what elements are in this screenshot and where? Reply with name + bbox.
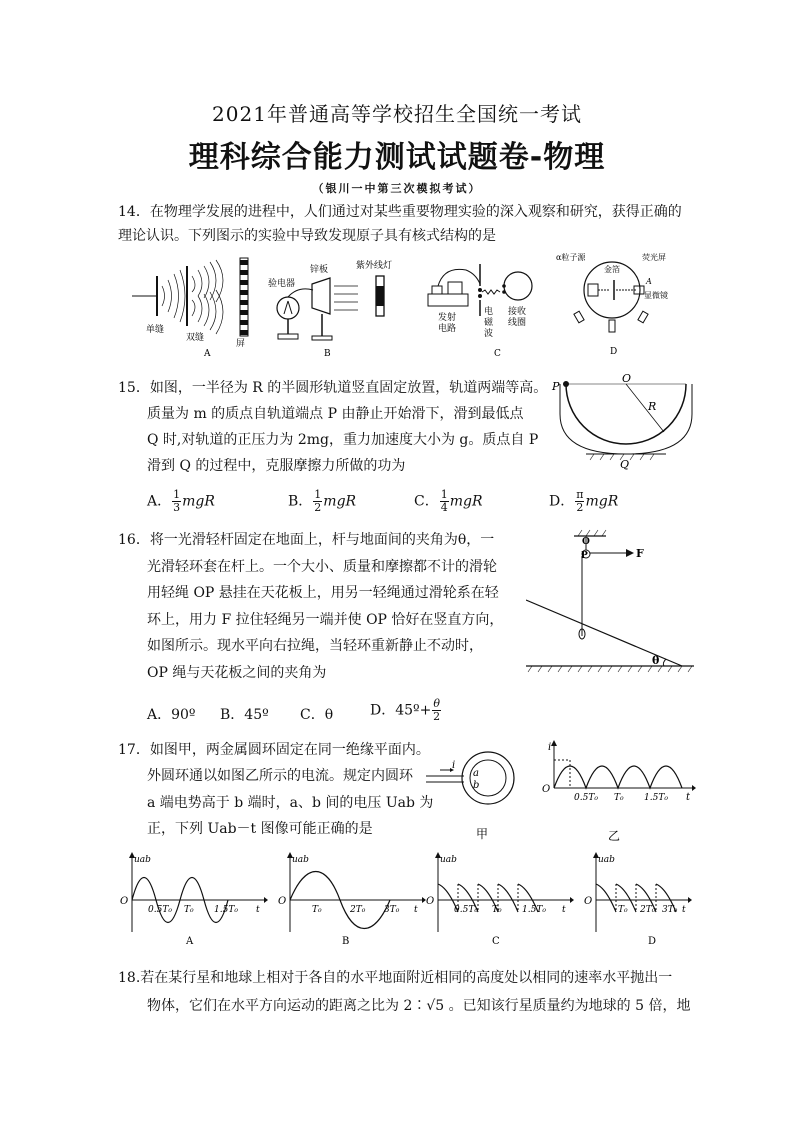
label-O: O [542,784,551,795]
graph-c-tick-2: T₀ [492,905,502,915]
label-F: F [636,547,644,560]
q14-line2: 理论认识。下列图示的实验中导致发现原子具有核式结构的是 [118,228,496,244]
graph-d-t: t [682,905,686,915]
q16-option-b[interactable]: B．45º [220,707,269,723]
q16-line4: 环上，用力 F 拉住轻绳另一端并使 OP 恰好在竖直方向， [147,612,504,628]
graph-a-ylabel: uab [134,855,151,865]
q15-option-c[interactable]: C． $\frac{1}{4}$ mgR [414,488,483,514]
label-b: b [473,780,480,791]
label-P: P [552,380,560,393]
label-electroscope: 验电器 [268,279,296,289]
label-receive2: 线圈 [508,318,527,328]
label-em1: 电 [484,307,494,317]
paper-title: 理科综合能力测试试题卷-物理 [188,140,606,175]
q17-graph-b [276,852,426,948]
q16-line1: 16．将一光滑轻杆固定在地面上，杆与地面间的夹角为θ，一 [118,532,495,548]
graph-a-t: t [256,905,260,915]
graph-d-tick-3: 3T₀ [662,905,678,915]
label-theta: θ [652,654,660,667]
q16-line3: 用轻绳 OP 悬挂在天花板上，用另一轻绳通过滑轮系在轻 [147,585,499,601]
q17-line4: 正，下列 Uab－t 图像可能正确的是 [147,821,373,837]
label-t: t [686,792,691,803]
label-R: R [648,400,657,413]
q16-figure [526,526,698,676]
q17-figure-yi [536,740,696,844]
q17-graph-c [424,852,574,948]
figure-d-letter: D [610,347,618,357]
graph-d-tick-1: T₀ [618,905,628,915]
label-transmit: 发射 [438,313,457,323]
figure-b-letter: B [324,349,331,359]
q15-line4: 滑到 Q 的过程中，克服摩擦力所做的功为 [147,458,406,474]
figure-a-letter: A [204,349,211,359]
q16-line2: 光滑轻环套在杆上。一个大小、质量和摩擦都不计的滑轮 [147,559,497,575]
label-double-slit: 双缝 [186,333,205,343]
label-screen: 屏 [236,339,246,349]
q16-option-a[interactable]: A．90º [147,707,196,723]
q17-graph-d [582,852,692,948]
graph-c-tick-1: 0.5T₀ [454,905,478,915]
label-uv-lamp: 紫外线灯 [356,261,393,271]
graph-b-letter: B [342,936,350,947]
label-zinc-plate: 锌板 [310,265,329,275]
q17-graph-a [118,852,268,948]
label-i: i [548,742,552,753]
graph-a-origin: O [120,896,129,907]
q16-option-c[interactable]: C．θ [300,707,334,723]
graph-a-tick-1: 0.5T₀ [148,905,172,915]
q17-figure-jia [426,746,526,842]
graph-c-t: t [562,905,566,915]
label-receive1: 接收 [508,307,527,317]
graph-b-tick-3: 3T₀ [384,905,400,915]
graph-c-origin: O [426,896,435,907]
tick-3: 1.5T₀ [644,793,668,803]
tick-1: 0.5T₀ [574,793,598,803]
figure-c-letter: C [494,349,501,359]
label-single-slit: 单缝 [146,325,165,335]
graph-a-tick-2: T₀ [184,905,194,915]
q14-figure-c [418,256,538,360]
label-a: a [473,768,479,779]
label-em2: 磁 [484,318,494,328]
label-gold-foil: 金箔 [604,265,620,274]
label-em3: 波 [484,329,494,339]
q15-option-b[interactable]: B． $\frac{1}{2}$ mgR [288,488,357,514]
label-alpha-source: α粒子源 [556,253,586,262]
tick-2: T₀ [614,793,624,803]
q17-line1: 17．如图甲，两金属圆环固定在同一绝缘平面内。 [118,742,430,758]
label-O: O [582,537,590,547]
graph-b-tick-2: 2T₀ [350,905,366,915]
graph-d-ylabel: uab [598,855,615,865]
label-Q: Q [620,458,630,470]
q14-figure-a [132,256,262,360]
graph-a-tick-3: 1.5T₀ [214,905,238,915]
graph-d-origin: O [584,896,593,907]
label-O: O [622,374,632,385]
graph-d-letter: D [648,936,657,947]
label-i: i [452,760,456,771]
q17-line2: 外圆环通以如图乙所示的电流。规定内圆环 [147,768,413,784]
q17-line3: a 端电势高于 b 端时，a、b 间的电压 Uab 为 [147,795,434,811]
graph-b-t: t [414,905,418,915]
q15-line1: 15．如图，一半径为 R 的半圆形轨道竖直固定放置，轨道两端等高。 [118,380,548,396]
label-a: A [646,277,652,286]
graph-a-letter: A [186,936,194,947]
graph-b-origin: O [278,896,287,907]
graph-c-tick-3: 1.5T₀ [522,905,546,915]
caption-jia: 甲 [476,827,489,841]
graph-c-ylabel: uab [440,855,457,865]
exam-title: 2021年普通高等学校招生全国统一考试 [212,102,582,126]
q18-line2: 物体，它们在水平方向运动的距离之比为 2∶√5 。已知该行星质量约为地球的 5 倍，地 [147,998,691,1014]
graph-b-tick-1: T₀ [312,905,322,915]
label-fluorescent-screen: 荧光屏 [642,253,666,262]
q16-line5: 如图所示。现水平向右拉绳，当轻环重新静止不动时， [147,638,483,654]
graph-c-letter: C [492,936,500,947]
q14-figure-b [268,256,398,360]
paper-subtitle: （银川一中第三次模拟考试） [312,182,482,195]
graph-b-ylabel: uab [292,855,309,865]
caption-yi: 乙 [608,829,621,843]
label-circuit: 电路 [438,324,457,334]
q15-figure [546,374,698,470]
q18-line1: 18.若在某行星和地球上相对于各自的水平地面附近相同的高度处以相同的速率水平抛出一 [118,970,673,986]
q16-option-d[interactable]: D．45º+ $\frac{\theta}{2}$ [370,697,441,723]
q15-option-d[interactable]: D． $\frac{\pi}{2}$ mgR [549,488,619,514]
q14-line1: 14．在物理学发展的进程中，人们通过对某些重要物理实验的深入观察和研究，获得正确的 [118,204,682,220]
q16-line6: OP 绳与天花板之间的夹角为 [147,665,327,681]
label-microscope: 显微镜 [644,291,668,300]
q15-option-a[interactable]: A． $\frac{1}{3}$ mgR [147,488,215,514]
q15-line2: 质量为 m 的质点自轨道端点 P 由静止开始滑下，滑到最低点 [147,406,524,422]
q14-figure-d [556,250,676,360]
graph-d-tick-2: 2T₀ [640,905,656,915]
q15-line3: Q 时,对轨道的正压力为 2mg，重力加速度大小为 g。质点自 P [147,432,539,448]
label-P: P [581,551,588,561]
